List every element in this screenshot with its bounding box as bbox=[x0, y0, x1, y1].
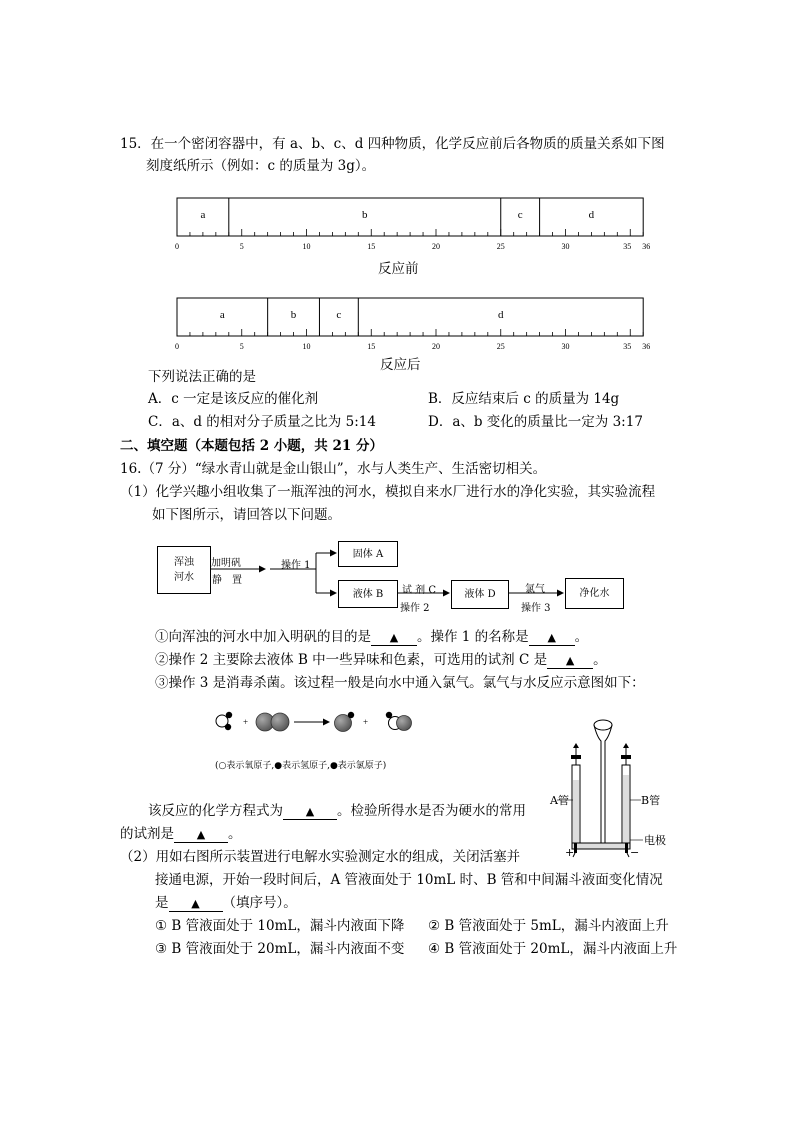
scale-before-tick-label: 0 bbox=[175, 242, 179, 251]
minus-sign: − bbox=[630, 846, 640, 859]
q15-option-d: D．a、b 变化的质量比一定为 3:17 bbox=[428, 414, 643, 430]
water-molecule bbox=[216, 712, 232, 730]
scale-after-tick-label: 15 bbox=[367, 342, 376, 351]
answer-blank-5[interactable]: ▲ bbox=[174, 828, 228, 843]
q15-stem-line2: 刻度纸所示（例如：c 的质量为 3g）。 bbox=[146, 158, 376, 174]
scale-after bbox=[168, 292, 654, 354]
reaction-legend: (○表示氧原子,●表示氢原子,●表示氯原子) bbox=[215, 761, 387, 771]
caption-before: 反应前 bbox=[378, 261, 419, 277]
scale-before-tick-label: 36 bbox=[642, 242, 651, 251]
scale-before-tick-label: 15 bbox=[367, 242, 376, 251]
q16-s3: ③操作 3 是消毒杀菌。该过程一般是向水中通入氯气。氯气与水反应示意图如下： bbox=[155, 675, 645, 691]
scale-before-segment-label-d: d bbox=[588, 209, 595, 221]
hcl-molecule bbox=[335, 712, 355, 732]
q15-option-a: A．c 一定是该反应的催化剂 bbox=[148, 391, 319, 407]
flow-chlorine-label: 氯气 bbox=[525, 584, 545, 595]
flow-add-label: 加明矾 bbox=[211, 558, 241, 569]
q16-equation-line bbox=[148, 802, 526, 820]
scale-before-frame bbox=[177, 198, 643, 236]
scale-before-tick-label: 30 bbox=[561, 242, 570, 251]
scale-after-tick-label: 35 bbox=[623, 342, 632, 351]
section-heading: 二、填空题（本题包括 2 小题，共 21 分） bbox=[120, 438, 383, 454]
q16-s2 bbox=[155, 651, 607, 669]
answer-blank-3[interactable]: ▲ bbox=[547, 654, 593, 669]
flow-settle-label: 静 置 bbox=[212, 575, 242, 586]
scale-after-tick-label: 0 bbox=[175, 342, 179, 351]
hclo-molecule bbox=[386, 712, 412, 731]
q16-p1-line1: （1）化学兴趣小组收集了一瓶浑浊的河水，模拟自来水厂进行水的净化实验，其实验流程 bbox=[120, 484, 656, 500]
q16-p1-line2: 如下图所示，请回答以下问题。 bbox=[152, 507, 341, 523]
q16-header: 16.（7 分）“绿水青山就是金山银山”，水与人类生产、生活密切相关。 bbox=[120, 461, 547, 477]
q16-eq-pre: 该反应的化学方程式为 bbox=[148, 803, 283, 819]
q15-option-c: C．a、d 的相对分子质量之比为 5:14 bbox=[148, 414, 376, 430]
q16-reag-end: 。 bbox=[228, 826, 242, 842]
answer-blank-4[interactable]: ▲ bbox=[283, 805, 337, 820]
svg-text:+: + bbox=[243, 717, 249, 727]
flow-start-line1: 浑浊 bbox=[174, 557, 194, 568]
tube-b-label: B管 bbox=[641, 794, 661, 807]
scale-after-tick-label: 20 bbox=[432, 342, 440, 351]
q16-s1-pre: ①向浑浊的河水中加入明矾的目的是 bbox=[155, 629, 371, 645]
flow-liquid-d-box: 液体 D bbox=[451, 580, 509, 609]
q16-s2-pre: ②操作 2 主要除去液体 B 中一些异味和色素，可选用的试剂 C 是 bbox=[155, 652, 548, 668]
flow-arrows bbox=[150, 535, 640, 620]
q16-p2-line3 bbox=[155, 894, 297, 912]
answer-blank-6[interactable]: ▲ bbox=[169, 897, 223, 912]
scale-after-tick-label: 5 bbox=[239, 342, 244, 351]
scale-after-segment-label-c: c bbox=[336, 309, 342, 321]
scale-after-tick-label: 36 bbox=[642, 342, 651, 351]
q15-stem-line1: 15．在一个密闭容器中，有 a、b、c、d 四种物质，化学反应前后各物质的质量关系如下图 bbox=[120, 136, 665, 152]
scale-after-tick-label: 30 bbox=[561, 342, 570, 351]
q16-p2-line1: （2）用如右图所示装置进行电解水实验测定水的组成，关闭活塞并 bbox=[120, 849, 521, 865]
flow-op3-label: 操作 3 bbox=[521, 603, 551, 614]
flow-solid-a-box: 固体 A bbox=[338, 541, 398, 567]
scale-before-tick-label: 35 bbox=[623, 242, 632, 251]
flow-liquid-b-box: 液体 B bbox=[338, 580, 398, 608]
q16-p2-line3-end: （填序号）。 bbox=[222, 895, 297, 911]
q16-s1 bbox=[155, 628, 588, 646]
flow-op1-label: 操作 1 bbox=[281, 560, 311, 571]
q16-s1-end: 。 bbox=[574, 629, 589, 645]
flow-reagent-c-label: 试 剂 C bbox=[402, 585, 437, 596]
scale-after-segment-label-a: a bbox=[219, 309, 225, 321]
q15-prompt: 下列说法正确的是 bbox=[148, 369, 256, 385]
scale-before-segment-label-c: c bbox=[517, 209, 523, 221]
scale-before-segment-label-a: a bbox=[200, 209, 206, 221]
flow-op2-label: 操作 2 bbox=[400, 603, 430, 614]
svg-text:+: + bbox=[363, 717, 369, 727]
flow-start-line2: 河水 bbox=[174, 572, 194, 583]
caption-after: 反应后 bbox=[380, 357, 421, 373]
scale-before-segment-label-b: b bbox=[362, 209, 368, 221]
scale-before-tick-label: 10 bbox=[302, 242, 311, 251]
scale-before-tick-label: 25 bbox=[496, 242, 505, 251]
q16-s2-end: 。 bbox=[593, 652, 607, 668]
q16-p2-line3-pre: 是 bbox=[155, 895, 169, 911]
flow-clean-water-box: 净化水 bbox=[565, 578, 624, 609]
q16-p2-line2: 接通电源，开始一段时间后，A 管液面处于 10mL 时、B 管和中间漏斗液面变化情况 bbox=[155, 872, 663, 888]
scale-before bbox=[168, 192, 654, 254]
answer-blank-2[interactable]: ▲ bbox=[529, 631, 575, 646]
scale-after-tick-label: 25 bbox=[496, 342, 505, 351]
scale-after-tick-label: 10 bbox=[302, 342, 311, 351]
electrode-label: 电极 bbox=[644, 834, 666, 847]
scale-before-tick-label: 5 bbox=[239, 242, 244, 251]
answer-blank-1[interactable]: ▲ bbox=[371, 631, 417, 646]
choice-4: ④ B 管液面处于 20mL，漏斗内液面上升 bbox=[428, 941, 678, 957]
q15-option-b: B．反应结束后 c 的质量为 14g bbox=[428, 391, 620, 407]
scale-after-frame bbox=[177, 298, 643, 336]
choice-1: ① B 管液面处于 10mL，漏斗内液面下降 bbox=[155, 918, 405, 934]
tube-a-label: A管 bbox=[550, 794, 569, 807]
scale-before-tick-label: 20 bbox=[432, 242, 440, 251]
scale-after-segment-label-b: b bbox=[290, 309, 297, 321]
q16-s1-mid: 。操作 1 的名称是 bbox=[417, 629, 529, 645]
reaction-diagram bbox=[205, 706, 420, 738]
q16-reagent-line bbox=[120, 825, 242, 843]
plus-sign: + bbox=[565, 846, 575, 859]
choice-2: ② B 管液面处于 5mL，漏斗内液面上升 bbox=[428, 918, 669, 934]
scale-after-segment-label-d: d bbox=[498, 309, 504, 321]
q16-reag-pre: 的试剂是 bbox=[120, 826, 174, 842]
choice-3: ③ B 管液面处于 20mL，漏斗内液面不变 bbox=[155, 941, 405, 957]
q16-eq-mid: 。检验所得水是否为硬水的常用 bbox=[337, 803, 526, 819]
chlorine-molecule bbox=[256, 713, 289, 731]
